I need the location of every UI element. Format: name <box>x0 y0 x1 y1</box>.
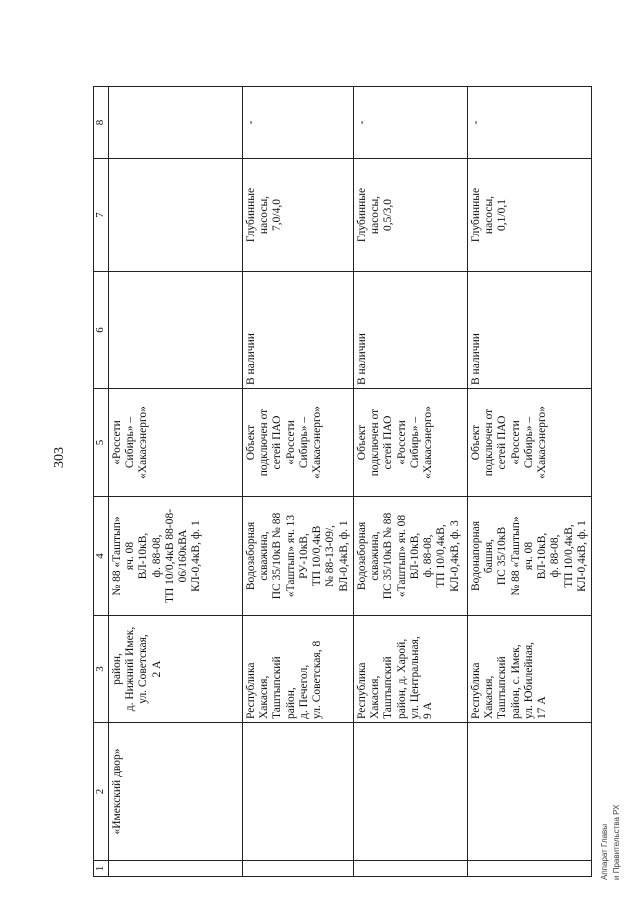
cell-availability: В наличии <box>354 272 468 389</box>
cell-availability: В наличии <box>468 272 592 389</box>
cell-network: «Россети Сибирь» – «Хакасэнерго» <box>109 389 243 497</box>
cell-object-name <box>468 723 592 861</box>
cell-address: район, д. Нижний Имек, ул. Советская, 2 А <box>109 616 243 723</box>
cell-num <box>468 861 592 877</box>
col-header-3: 3 <box>94 616 109 723</box>
page-number: 303 <box>52 447 67 468</box>
cell-connection: Водонапорная башня, ПС 35/10кВ № 88 «Таштып» яч. 08 ВЛ-10кВ, ф. 88-08, ТП 10/0,4кВ, КЛ-0,4кВ, ф. 1 <box>468 497 592 616</box>
cell-num <box>109 861 243 877</box>
cell-address: Республика Хакасия, Таштыпский район, д. Харой, ул. Центральная, 9 А <box>354 616 468 723</box>
cell-network: Объект подключен от сетей ПАО «Россети Сибирь» – «Хакасэнерго» <box>468 389 592 497</box>
table-row <box>243 87 354 877</box>
cell-availability: В наличии <box>243 272 354 389</box>
cell-object-name: «Имекский двор» <box>109 723 243 861</box>
footer-line-1: Аппарат Главы <box>600 823 609 880</box>
cell-num <box>243 861 354 877</box>
cell-equipment: Глубинные насосы, 0,5/3,0 <box>354 159 468 272</box>
cell-connection: № 88 «Таштып» яч. 08 ВЛ-10кВ, ф. 88-08, ТП 10/0,4кВ 88-08- 06/160кВА КЛ-0,4кВ, ф. 1 <box>109 497 243 616</box>
col-header-5: 5 <box>94 389 109 497</box>
cell-equipment: Глубинные насосы, 7,0/4,0 <box>243 159 354 272</box>
col-header-6: 6 <box>94 272 109 389</box>
cell-object-name <box>354 723 468 861</box>
cell-equipment: Глубинные насосы, 0,1/0,1 <box>468 159 592 272</box>
cell-object-name <box>243 723 354 861</box>
cell-num <box>354 861 468 877</box>
infrastructure-table <box>93 86 592 877</box>
col-header-7: 7 <box>94 159 109 272</box>
cell-network: Объект подключен от сетей ПАО «Россети Сибирь» – «Хакасэнерго» <box>243 389 354 497</box>
cell-note <box>109 87 243 159</box>
cell-connection: Водозаборная скважина, ПС 35/10кВ № 88 «Таштып» яч. 08 ВЛ-10кВ, ф. 88-08, ТП 10/0,4кВ, КЛ-0,4кВ, ф. 3 <box>354 497 468 616</box>
cell-availability <box>109 272 243 389</box>
footer-line-2: и Правительства РХ <box>612 804 621 880</box>
cell-note: - <box>354 87 468 159</box>
col-header-8: 8 <box>94 87 109 159</box>
col-header-4: 4 <box>94 497 109 616</box>
rotated-table-container <box>93 87 588 877</box>
cell-network: Объект подключен от сетей ПАО «Россети Сибирь» – «Хакасэнерго» <box>354 389 468 497</box>
table-row <box>468 87 592 877</box>
cell-note: - <box>468 87 592 159</box>
cell-address: Республика Хакасия, Таштыпский район, с. Имек, ул. Юбилейная, 17 А <box>468 616 592 723</box>
cell-connection: Водозаборная скважина, ПС 35/10кВ № 88 «Таштып» яч. 13 РУ-10кВ, ТП 10/0,4кВ № 88-13-09/, ВЛ-0,4кВ, ф. 1 <box>243 497 354 616</box>
col-header-2: 2 <box>94 723 109 861</box>
table-row <box>109 87 243 877</box>
cell-note: - <box>243 87 354 159</box>
cell-equipment <box>109 159 243 272</box>
header-row <box>94 87 109 877</box>
cell-address: Республика Хакасия, Таштыпский район, д. Печегол, ул. Советская, 8 <box>243 616 354 723</box>
table-row <box>354 87 468 877</box>
col-header-1: 1 <box>94 861 109 877</box>
